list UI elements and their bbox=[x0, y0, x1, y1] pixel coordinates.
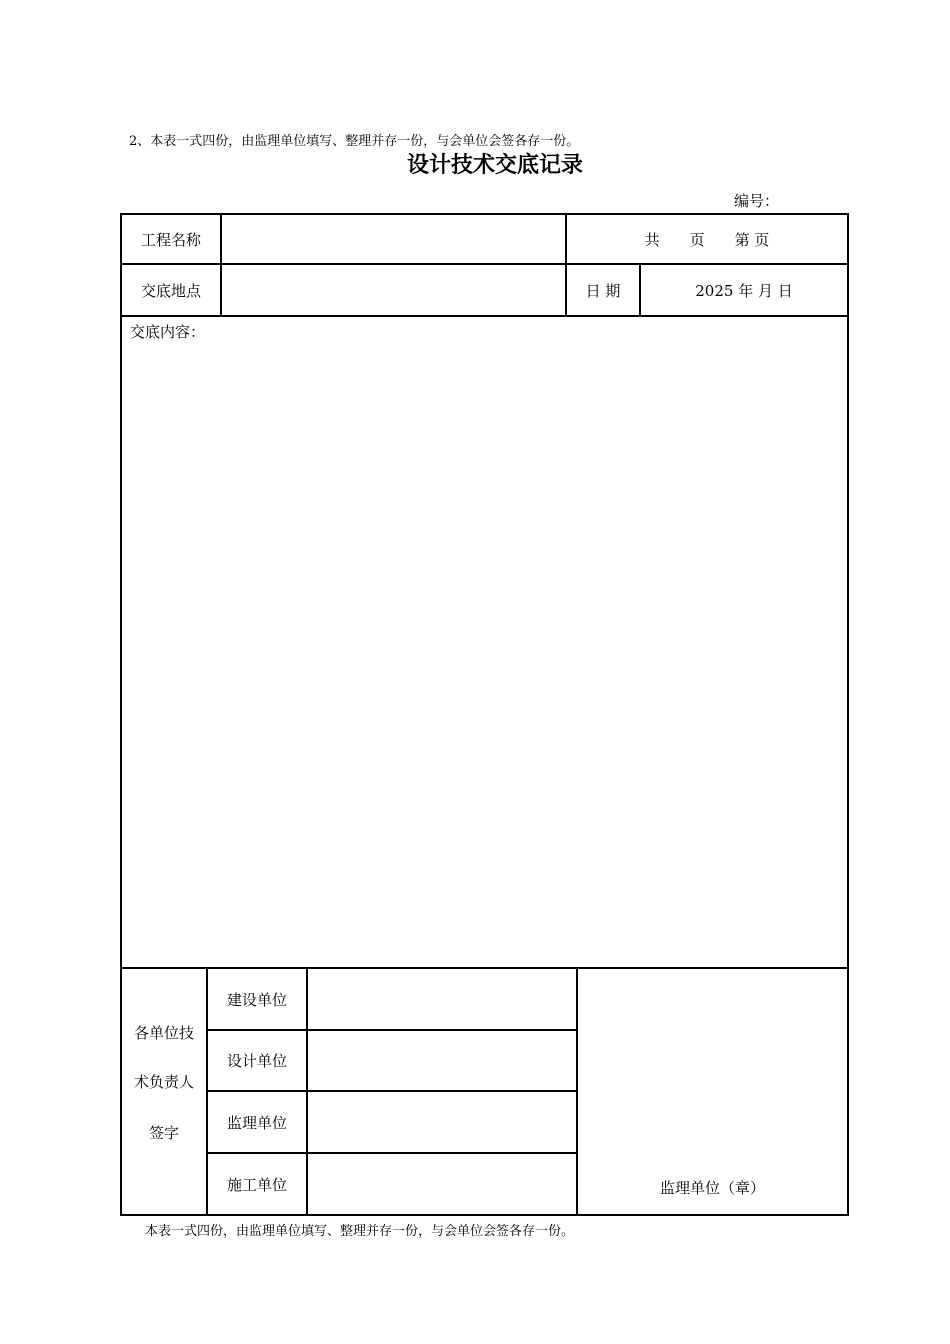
unit-label-supervision: 监理单位 bbox=[226, 1113, 287, 1132]
signature-field-design[interactable] bbox=[308, 1031, 576, 1090]
date-label: 日 期 bbox=[585, 281, 621, 300]
record-number-label: 编号： bbox=[734, 192, 780, 210]
sign-group-label-line3: 签字 bbox=[148, 1123, 179, 1142]
seal-area[interactable] bbox=[578, 970, 847, 1170]
content-divider bbox=[120, 967, 849, 969]
unit-label-design: 设计单位 bbox=[226, 1052, 287, 1070]
page-count: 共 页 第 页 bbox=[644, 230, 770, 249]
row2-divider bbox=[120, 315, 849, 317]
content-label: 交底内容： bbox=[130, 323, 206, 341]
bottom-note: 本表一式四份，由监理单位填写、整理并存一份，与会单位会签各存一份。 bbox=[145, 1224, 575, 1239]
seal-label: 监理单位（章） bbox=[659, 1178, 765, 1197]
sign-group-label-line2: 术负责人 bbox=[133, 1072, 194, 1091]
signature-field-contractor[interactable] bbox=[308, 1154, 576, 1214]
sign-group-label-line1: 各单位技 bbox=[133, 1023, 194, 1042]
project-name-label: 工程名称 bbox=[140, 230, 201, 249]
page-title: 设计技术交底记录 bbox=[406, 153, 583, 178]
date-field[interactable]: 2025 年 月 日 bbox=[695, 281, 793, 300]
content-area[interactable] bbox=[122, 345, 847, 965]
top-note: 2、本表一式四份，由监理单位填写、整理并存一份，与会单位会签各存一份。 bbox=[129, 134, 580, 149]
location-field[interactable] bbox=[222, 265, 565, 315]
location-label: 交底地点 bbox=[140, 281, 201, 300]
signature-field-construction[interactable] bbox=[308, 970, 576, 1029]
unit-label-construction: 建设单位 bbox=[226, 991, 287, 1009]
project-name-field[interactable] bbox=[222, 215, 565, 263]
unit-label-contractor: 施工单位 bbox=[226, 1175, 287, 1194]
signature-field-supervision[interactable] bbox=[308, 1092, 576, 1152]
